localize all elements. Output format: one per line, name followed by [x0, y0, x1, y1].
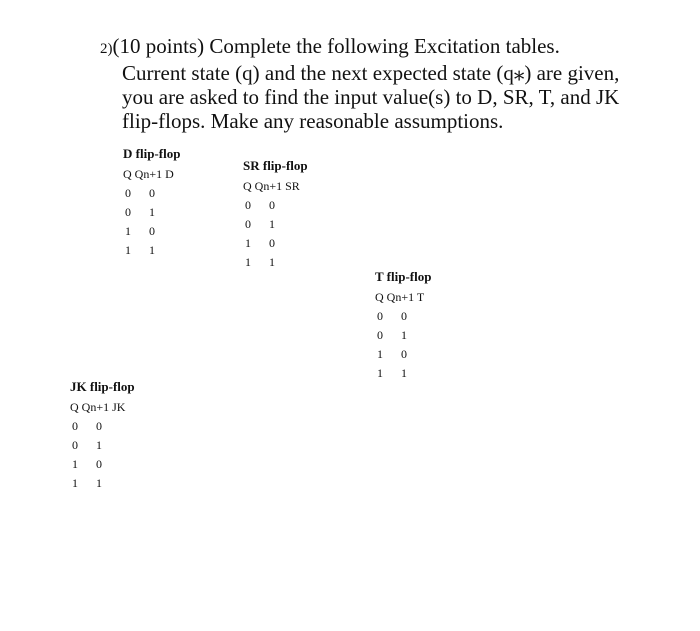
q-cell: 1	[245, 255, 251, 269]
q-cell: 1	[125, 224, 131, 238]
qn1-cell: 0	[269, 198, 275, 212]
q-cell: 1	[72, 476, 78, 490]
qn1-cell: 1	[96, 476, 102, 490]
t-table-header: Q Qn+1 T	[375, 290, 425, 304]
table-row	[123, 203, 180, 222]
table-row	[70, 474, 135, 493]
d-table-header: Q Qn+1 D	[123, 167, 174, 181]
table-row	[123, 184, 180, 203]
question-line-4: flip-flops. Make any reasonable assumptions.	[122, 109, 504, 133]
qn1-cell: 1	[401, 328, 407, 342]
q-cell: 0	[377, 309, 383, 323]
sr-flip-flop-table	[243, 156, 308, 272]
q-cell: 0	[377, 328, 383, 342]
qn1-cell: 0	[96, 419, 102, 433]
qn1-cell: 0	[149, 224, 155, 238]
q-cell: 1	[72, 457, 78, 471]
q-cell: 0	[125, 186, 131, 200]
qn1-cell: 0	[96, 457, 102, 471]
jk-table-title: JK flip-flop	[70, 379, 135, 394]
qn1-cell: 1	[149, 205, 155, 219]
table-row	[375, 364, 431, 383]
table-row	[123, 222, 180, 241]
t-flip-flop-table	[375, 267, 431, 383]
table-row	[70, 436, 135, 455]
question-line-1-text: (10 points) Complete the following Excitation tables.	[112, 34, 560, 58]
q-cell: 1	[377, 366, 383, 380]
qn1-cell: 0	[401, 347, 407, 361]
table-row	[375, 326, 431, 345]
qn1-cell: 1	[401, 366, 407, 380]
sr-table-title: SR flip-flop	[243, 158, 308, 173]
table-row	[70, 455, 135, 474]
jk-flip-flop-table	[70, 377, 135, 493]
q-cell: 0	[72, 438, 78, 452]
table-row	[70, 417, 135, 436]
question-line-1	[100, 34, 660, 61]
qn1-cell: 1	[96, 438, 102, 452]
t-table-title: T flip-flop	[375, 269, 432, 284]
question-number: 2)	[100, 41, 113, 57]
qn1-cell: 1	[269, 255, 275, 269]
question-text	[100, 34, 660, 133]
d-table-title: D flip-flop	[123, 146, 181, 161]
table-row	[375, 345, 431, 364]
qn1-cell: 1	[149, 243, 155, 257]
question-line-3: you are asked to find the input value(s) to D, SR, T, and JK	[122, 85, 620, 109]
qn1-cell: 0	[149, 186, 155, 200]
question-line-2: Current state (q) and the next expected state (q⁎) are given,	[122, 61, 620, 85]
q-cell: 0	[125, 205, 131, 219]
q-cell: 0	[72, 419, 78, 433]
table-row	[375, 307, 431, 326]
sr-table-header: Q Qn+1 SR	[243, 179, 300, 193]
q-cell: 1	[245, 236, 251, 250]
table-row	[243, 196, 308, 215]
q-cell: 0	[245, 217, 251, 231]
table-row	[123, 241, 180, 260]
table-row	[243, 215, 308, 234]
qn1-cell: 1	[269, 217, 275, 231]
table-row	[243, 234, 308, 253]
q-cell: 1	[377, 347, 383, 361]
jk-table-header: Q Qn+1 JK	[70, 400, 126, 414]
table-row	[243, 253, 308, 272]
qn1-cell: 0	[269, 236, 275, 250]
qn1-cell: 0	[401, 309, 407, 323]
d-flip-flop-table	[123, 144, 180, 260]
q-cell: 1	[125, 243, 131, 257]
q-cell: 0	[245, 198, 251, 212]
